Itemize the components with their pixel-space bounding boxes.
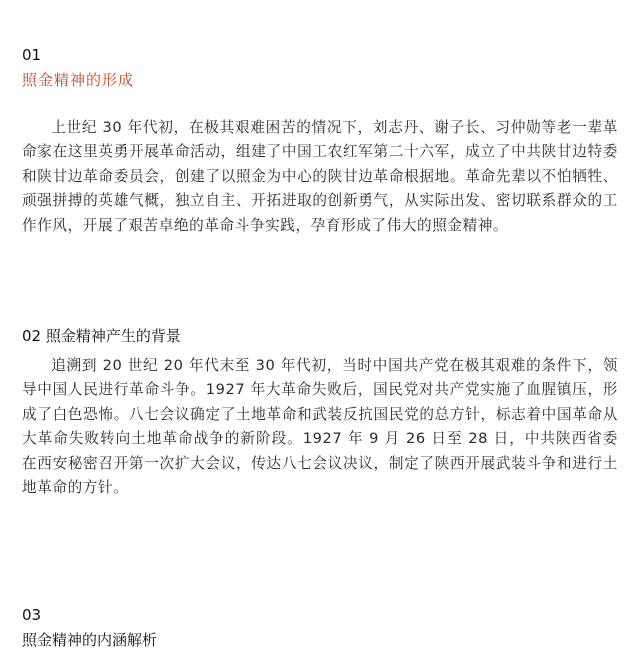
section-2-heading [22, 326, 181, 346]
section-3-number: 03 [22, 606, 42, 624]
section-1-paragraph: 上世纪 30 年代初，在极其艰难困苦的情况下，刘志丹、谢子长、习仲勋等老一辈革命家在这里英勇开展革命活动，组建了中国工农红军第二十六军，成立了中共陕甘边特委和陕甘边革命委员会，创建了以照金为中心的陕甘边革命根据地。革命先辈以不怕牺牲、顽强拼搏的英雄气概，独立自主、开拓进取的创新勇气，从实际出发、密切联系群众的工作作风，开展了艰苦卓绝的革命斗争实践，孕育形成了伟大的照金精神。 [22, 119, 618, 234]
section-2-number: 02 [22, 327, 42, 345]
section-3-title: 照金精神的内涵解析 [22, 631, 158, 649]
section-1-number: 01 [22, 46, 42, 64]
section-1-title: 照金精神的形成 [22, 71, 135, 89]
section-2-paragraph: 追溯到 20 世纪 20 年代末至 30 年代初，当时中国共产党在极其艰难的条件下，领导中国人民进行革命斗争。1927 年大革命失败后，国民党对共产党实施了血腥镇压，形成了白色恐怖。八七会议确定了土地革命和武装反抗国民党的总方针，标志着中国革命从大革命失败转向土地革命战争的新阶段。1927 年 9 月 26 日至 28 日，中共陕西省委在西安秘密召开第一次扩大会议，传达八七会议决议，制定了陕西开展武装斗争和进行土地革命的方针。 [22, 357, 618, 497]
section-2-title: 照金精神产生的背景 [45, 327, 181, 345]
